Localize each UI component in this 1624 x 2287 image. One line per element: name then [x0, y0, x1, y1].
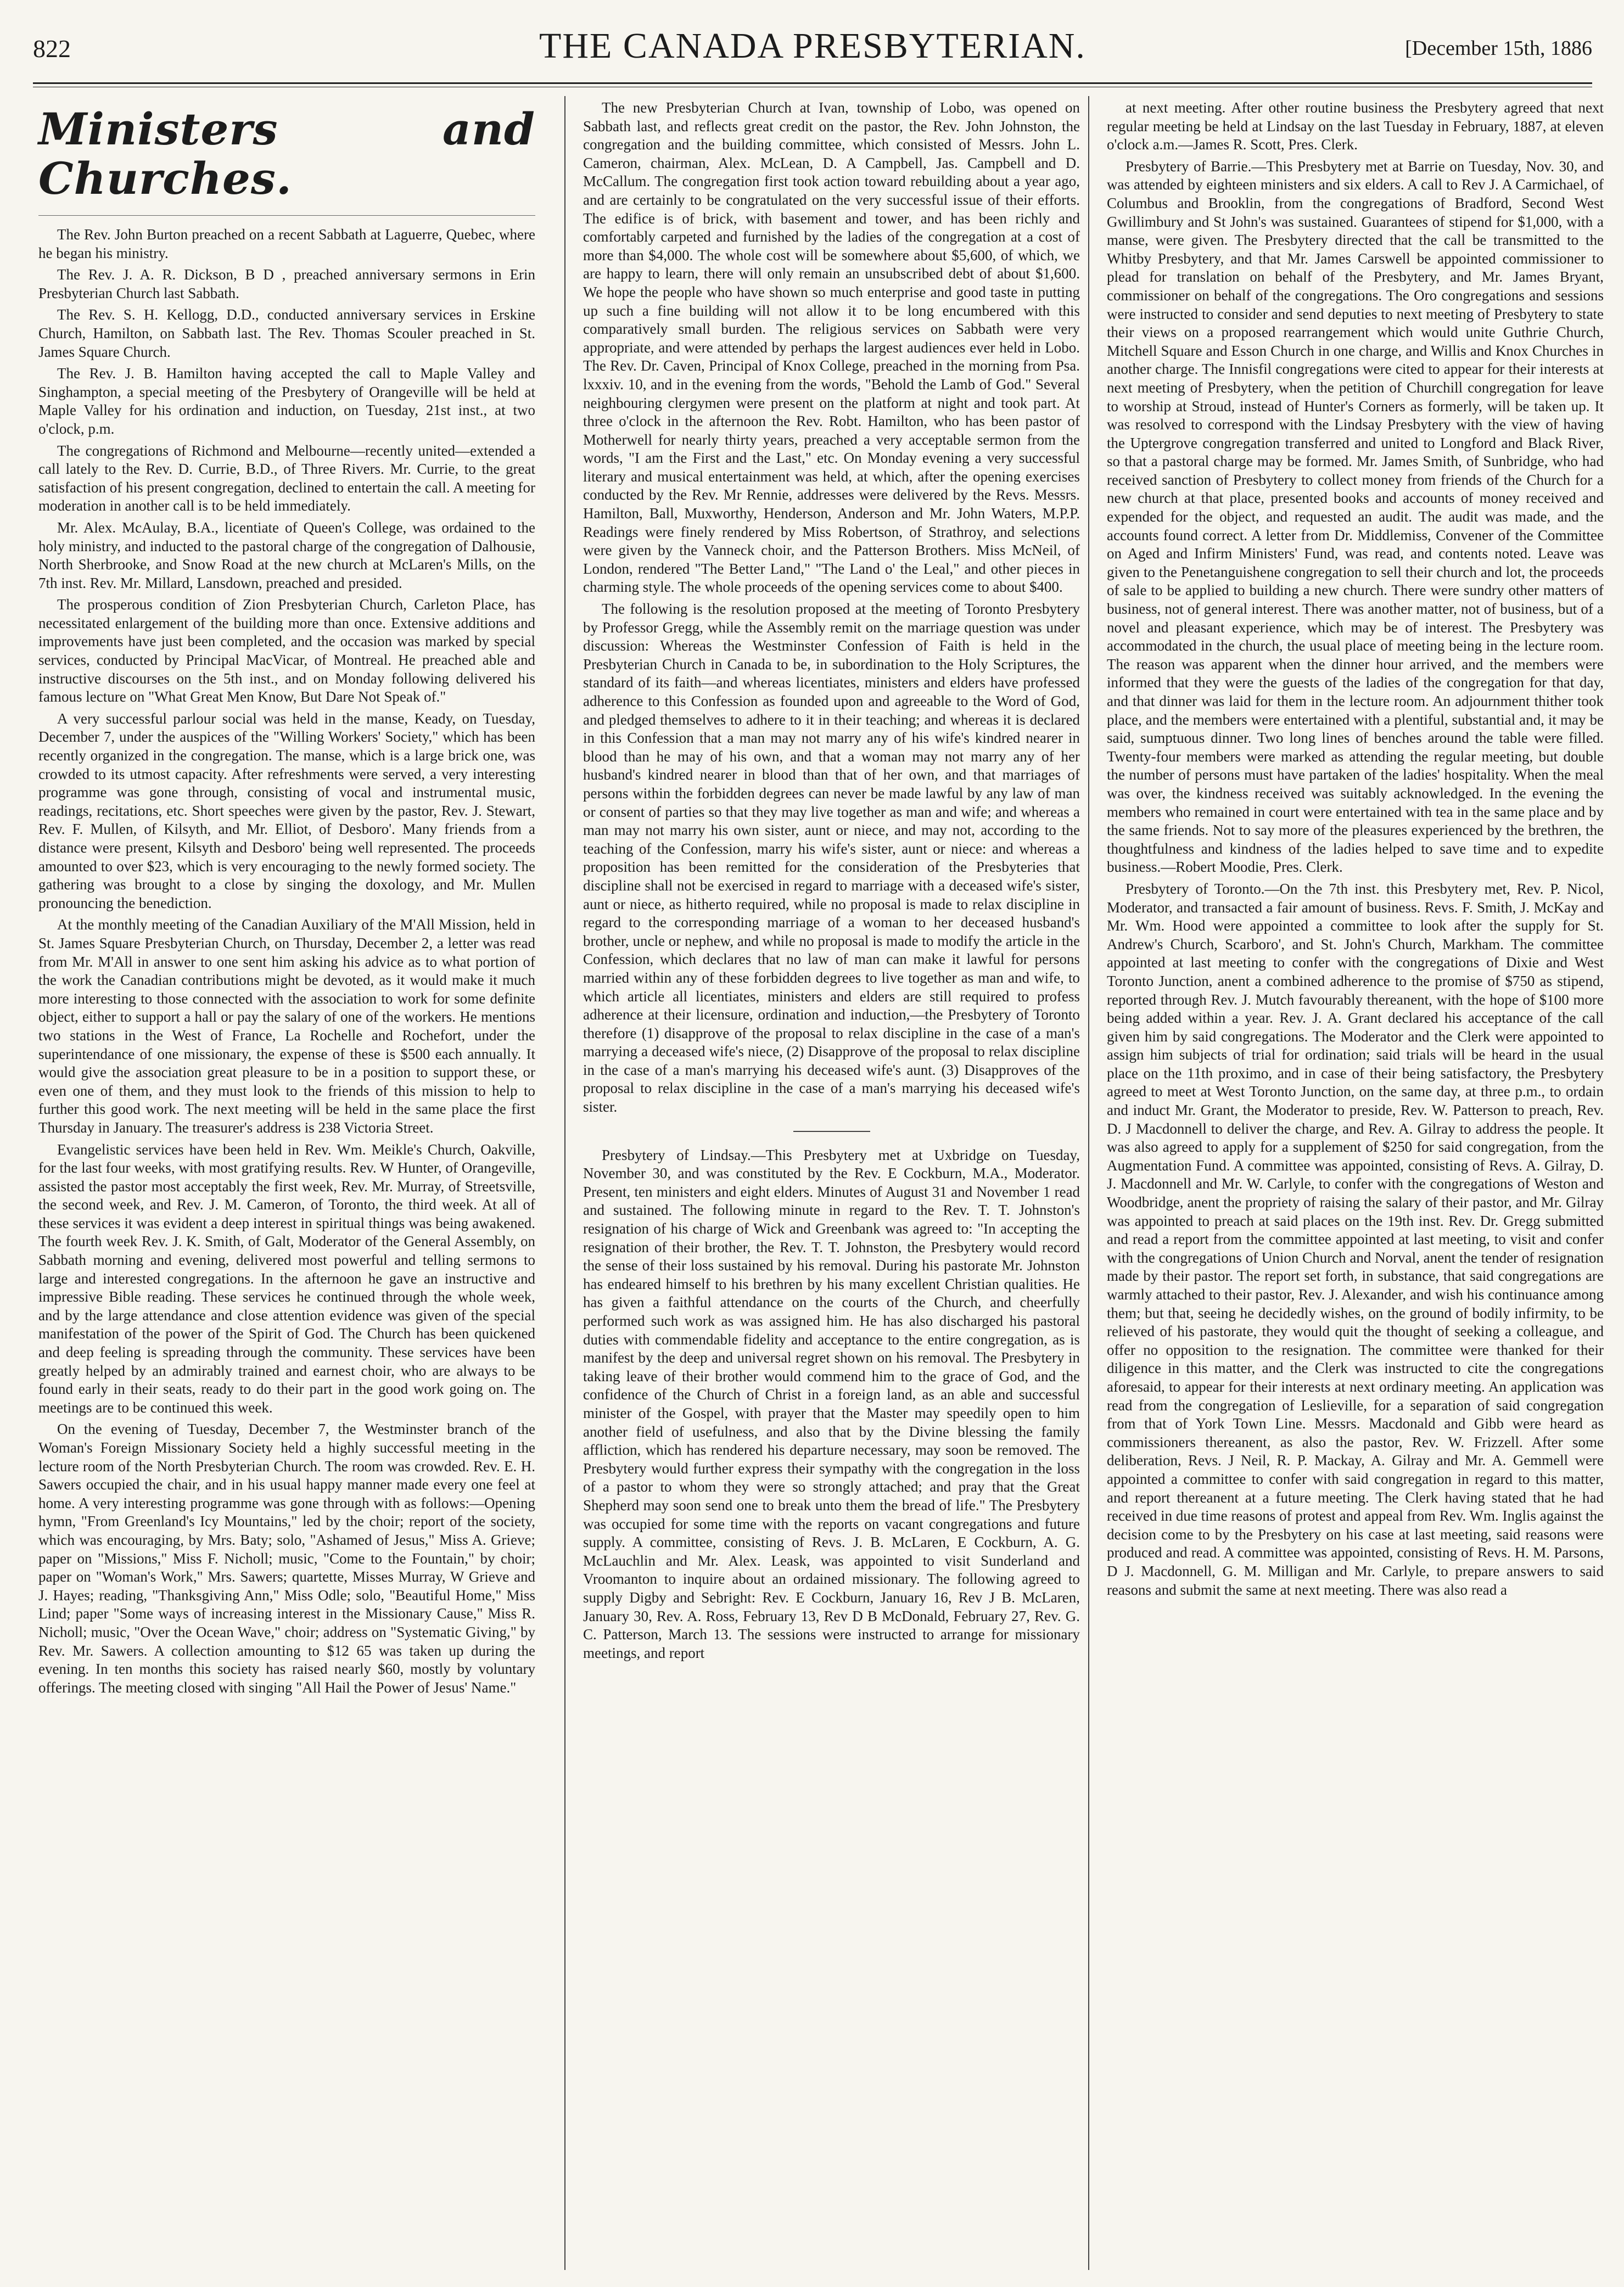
column-2 [583, 99, 1080, 1666]
article-paragraph: The prosperous condition of Zion Presbyterian Church, Carleton Place, has necessitated enlargement of the building more than once. Extensive additions and improvements have just been completed, and the occasion was marked by special services, conducted by Principal MacVicar, of Montreal. He preached able and instructive discourses on the 5th inst., and on Monday following delivered his famous lecture on "What Great Men Know, But Dare Not Speak of." [38, 596, 535, 705]
article-paragraph: At the monthly meeting of the Canadian Auxiliary of the M'All Mission, held in St. James Square Presbyterian Church, on Thursday, December 2, a letter was read from Mr. M'All in answer to one sent him asking his advice as to what portion of the work the Canadian contributions might be devoted, as it would make it much more interesting to those connected with the association to work for some definite object, either to support a hall or pay the salary of one of the workers. He mentions two stations in the West of France, La Rochelle and Rochefort, under the superintendance of one missionary, the expense of these is $500 each annually. It would give the association great pleasure to be in a position to support these, or even one of them, and they must look to the friends of this mission to help to further this good work. The next meeting will be held in the same place the first Thursday in January. The treasurer's address is 238 Victoria Street. [38, 916, 535, 1136]
column-divider-2 [1088, 96, 1089, 2270]
article-paragraph: Mr. Alex. McAulay, B.A., licentiate of Queen's College, was ordained to the holy ministry, and inducted to the pastoral charge of the congregation of Dalhousie, North Sherbrooke, and Snow Road at the new church at McLaren's Mills, on the 7th inst. Rev. Mr. Millard, Lansdown, preached and presided. [38, 519, 535, 591]
article-paragraph: Presbytery of Toronto.—On the 7th inst. this Presbytery met, Rev. P. Nicol, Moderator, and transacted a fair amount of business. Revs. F. Smith, J. McKay and Mr. Wm. Hood were appointed a committee to look after the supply for St. Andrew's Church, Scarboro', and St. John's Church, Markham. The committee appointed at last meeting to confer with the congregations of Dixie and West Toronto Junction, anent a combined adherence to the promise of $750 as stipend, reported through Rev. J. Mutch favourably thereanent, with the hope of $100 more being added within a year. Rev. J. A. Grant declared his acceptance of the call given him by said congregations. The Moderator and the Clerk were appointed to assign him subjects of trial for ordination; said trials will be heard in the usual place on the 11th proximo, and in case of their being satisfactory, the Presbytery agreed to meet at West Toronto Junction, on the same day, at three p.m., to ordain and induct Mr. Grant, the Moderator to preside, Rev. W. Patterson to preach, Rev. D. J Macdonnell to deliver the charge, and Rev. A. Gilray to address the people. It was also agreed to apply for a supplement of $250 for said congregation, from the Augmentation Fund. A committee was appointed, consisting of Revs. A. Gilray, D. J. Macdonnell and Mr. W. Carlyle, to confer with the congregations of Weston and Woodbridge, anent the propriety of raising the salary of their pastor, and Mr. Gilray was appointed to preach at said places on the 19th inst. Rev. Dr. Gregg submitted and read a report from the committee appointed at last meeting, to visit and confer with the congregations of Union Church and Norval, anent the tender of resignation made by their pastor. The report set forth, in substance, that said congregations are warmly attached to their pastor, Rev. J. Alexander, and wish his continuance among them; but that, seeing he decidedly wishes, on the ground of bodily infirmity, to be relieved of his pastorate, they would quit the thought of seeking a colleague, and offer no opposition to the resignation. The committee were thanked for their diligence in this matter, and the Clerk was instructed to cite the congregations aforesaid, to appear for their interests at next ordinary meeting. An application was read from the congregation of Leslieville, for a separation of said congregation from that of York Town Line. Messrs. Macdonald and Gibb were heard as commissioners thereanent, as also the pastor, Rev. W. Frizzell. After some deliberation, Revs. J Neil, R. P. Mackay, A. Gilray and Mr. A. Gemmell were appointed a committee to confer with said congregation in regard to this matter, and report thereanent at a future meeting. The Clerk having stated that he had received in due time reasons of protest and appeal from Rev. Wm. Inglis against the decision come to by the Presbytery on his case at last meeting, said reasons were produced and read. A committee was appointed, consisting of Revs. H. M. Parsons, D J. Macdonnell, G. M. Milligan and Mr. Carlyle, to prepare answers to said reasons and submit the same at next meeting. There was also read a [1107, 880, 1604, 1598]
article-paragraph: On the evening of Tuesday, December 7, the Westminster branch of the Woman's Foreign Missionary Society held a highly successful meeting in the lecture room of the North Presbyterian Church. The room was crowded. Rev. E. H. Sawers occupied the chair, and in his usual happy manner made every one feel at home. A very interesting programme was gone through with as follows:—Opening hymn, "From Greenland's Icy Mountains," led by the choir; report of the society, which was encouraging, by Mrs. Baty; solo, "Ashamed of Jesus," Miss A. Grieve; paper on "Missions," Miss F. Nicholl; music, "Come to the Fountain," by choir; paper on "Woman's Work," Mrs. Sawers; quartette, Misses Murray, W Grieve and J. Hayes; reading, "Thanksgiving Ann," Miss Odle; solo, "Beautiful Home," Miss Lind; paper "Some ways of increasing interest in the Missionary Cause," Miss R. Nicholl; music, "Over the Ocean Wave," choir; address on "Systematic Giving," by Rev. Mr. Sawers. A collection amounting to $12 65 was taken up during the evening. In ten months this society has raised nearly $60, mostly by voluntary offerings. The meeting closed with singing "All Hail the Power of Jesus' Name." [38, 1421, 535, 1696]
article-paragraph: The Rev. J. B. Hamilton having accepted the call to Maple Valley and Singhampton, a special meeting of the Presbytery of Orangeville will be held at Maple Valley for his ordination and induction, on Tuesday, 21st inst., at two o'clock, p.m. [38, 365, 535, 437]
title-rule [38, 215, 535, 216]
article-paragraph: Evangelistic services have been held in Rev. Wm. Meikle's Church, Oakville, for the last four weeks, with most gratifying results. Rev. W Hunter, of Orangeville, assisted the pastor most acceptably the first week, Rev. Mr. Murray, of Streetsville, the second week, and Rev. J. M. Cameron, of Toronto, the third week. At all of these services it was evident a deep interest in spiritual things was being awakened. The fourth week Rev. J. K. Smith, of Galt, Moderator of the General Assembly, on Sabbath morning and evening, delivered most powerful and telling sermons to large and interested congregations. In the afternoon he gave an instructive and impressive Bible reading. These services he continued through the whole week, and by the large attendance and close attention evidence was given of the special manifestation of the power of the Spirit of God. The Church has been quickened and deep feeling is spreading through the community. These services have been greatly helped by an admirably trained and earnest choir, who are always to be found early in their seats, ready to do their part in the good work going on. The meetings are to be continued this week. [38, 1141, 535, 1416]
article-paragraph: The congregations of Richmond and Melbourne—recently united—extended a call lately to the Rev. D. Currie, B.D., of Three Rivers. Mr. Currie, to the great satisfaction of his present congregation, declined to entertain the call. A meeting for moderation in another call is to be held immediately. [38, 442, 535, 514]
section-title: Ministers and Churches. [38, 103, 535, 204]
page-number: 822 [33, 35, 71, 63]
article-paragraph: at next meeting. After other routine business the Presbytery agreed that next regular meeting be held at Lindsay on the last Tuesday in February, 1887, at eleven o'clock a.m.—James R. Scott, Pres. Clerk. [1107, 99, 1604, 153]
article-paragraph: Presbytery of Barrie.—This Presbytery met at Barrie on Tuesday, Nov. 30, and was attended by eighteen ministers and six elders. A call to Rev J. A Carmichael, of Columbus and Brooklin, from the congregations of Bradford, Second West Gwillimbury and St John's was sustained. Guarantees of stipend for $1,000, with a manse, were given. The Presbytery directed that the call be transmitted to the Whitby Presbytery, and that Mr. James Carswell be appointed commissioner to plead for translation on behalf of the Presbytery, and Mr. James Bryant, commissioner on behalf of the congregations. The Oro congregations and sessions were instructed to consider and send deputies to next meeting of Presbytery to state their views on a proposed rearrangement which would unite Guthrie Church, Mitchell Square and Esson Church in one charge, and Willis and Knox Churches in another charge. The Innisfil congregations were cited to appear for their interests at next meeting of Presbytery, when the petition of Churchill congregation for leave to worship at Stroud, instead of Hunter's Corners as formerly, will be taken up. It was resolved to correspond with the Lindsay Presbytery with the view of having the Uptergrove congregation transferred and united to Longford and Black River, so that a pastoral charge may be formed. Mr. James Smith, of Sunbridge, who had received sanction of Presbytery to collect money from friends of the Church for a new church at that place, presented books and accounts of money received and expended for the object, and requested an audit. The audit was made, and the accounts found correct. A letter from Dr. Middlemiss, Convener of the Committee on Aged and Infirm Ministers' Fund, was read, and contents noted. Leave was given to the Penetanguishene congregation to sell their church and lot, the proceeds of sale to be applied to building a new church. There were sundry other matters of business, not of general interest. There was another matter, not of business, but of a novel and pleasant experience, which may be of interest. The Presbytery was accommodated in the church, the usual place of meeting being in the lecture room. The reason was apparent when the dinner hour arrived, and the members were informed that they were the guests of the ladies of the congregation for that day, and that dinner was laid for them in the lecture room. An adjournment thither took place, and the members were entertained with a plentiful, substantial and, it may be said, sumptuous dinner. Two long lines of benches around the table were filled. Twenty-four members were marked as attending the regular meeting, but double the number of persons must have partaken of the ladies' hospitality. When the meal was over, the kindness received was suitably acknowledged. In the evening the members who remained in court were entertained with tea in the same place and by the same friends. Not to say more of the pleasures experienced by the brethren, the thoughtfulness and kindness of the ladies helped to save time and to expedite business.—Robert Moodie, Pres. Clerk. [1107, 158, 1604, 876]
masthead-title: THE CANADA PRESBYTERIAN. [539, 26, 1086, 66]
article-paragraph: A very successful parlour social was held in the manse, Keady, on Tuesday, December 7, under the auspices of the "Willing Workers' Society," which has been recently organized in the congregation. The manse, which is a large brick one, was crowded to its utmost capacity. After refreshments were served, a very interesting programme was gone through, consisting of vocal and instrumental music, readings, recitations, etc. Short speeches were given by the pastor, Rev. J. Stewart, Rev. F. Mullen, of Kilsyth, and Mr. Elliot, of Desboro'. Many friends from a distance were present, Kilsyth and Desboro' being well represented. The proceeds amounted to over $23, which is very encouraging to the newly formed society. The gathering was brought to a close by singing the doxology, and Mr. Mullen pronouncing the benediction. [38, 710, 535, 911]
column-1 [38, 99, 535, 1700]
article-paragraph: The Rev. J. A. R. Dickson, B D , preached anniversary sermons in Erin Presbyterian Church last Sabbath. [38, 266, 535, 301]
page-header [33, 22, 1592, 77]
column-divider-1 [564, 96, 565, 2270]
article-paragraph: The Rev. S. H. Kellogg, D.D., conducted anniversary services in Erskine Church, Hamilton, on Sabbath last. The Rev. Thomas Scouler preached in St. James Square Church. [38, 306, 535, 360]
article-paragraph: The following is the resolution proposed at the meeting of Toronto Presbytery by Professor Gregg, while the Assembly remit on the marriage question was under discussion: Whereas the Westminster Confession of Faith is held in the Presbyterian Church in Canada to be, in subordination to the Holy Scriptures, the standard of its faith—and whereas licentiates, ministers and elders have professed adherence to this Confession as founded upon and agreeable to the Word of God, and pledged themselves to adhere to it in their teaching; and whereas it is declared in this Confession that a man may not marry any of his wife's kindred nearer in blood than he may of his own, and that a woman may not marry any of her husband's kindred nearer in blood than that of her own, and that marriages of persons within the forbidden degrees can never be made lawful by any law of man or consent of parties so that they may live together as man and wife; and whereas a man may not marry his own sister, aunt or niece, and may not, according to the teaching of the Confession, marry his wife's sister, aunt or niece: and whereas a proposition has been remitted for the consideration of the Presbyteries that discipline shall not be exercised in regard to marriage with a deceased wife's sister, aunt or niece, as hitherto required, while no proposal is made to relax discipline in regard to the corresponding marriage of a woman to her deceased husband's brother, uncle or nephew, and while no proposal is made to modify the article in the Confession, which declares that no law of man can make it lawful for persons married within any of these forbidden degrees to live together as man and wife, to which article all licentiates, ministers and elders are still required to profess adherence at their licensure, ordination and induction,—the Presbytery of Toronto therefore (1) disapprove of the proposal to relax discipline in the case of a man's marrying a deceased wife's niece, (2) Disapprove of the proposal to relax discipline in the case of a man's marrying his deceased wife's aunt. (3) Disapproves of the proposal to relax discipline in the case of a man's marrying his deceased wife's sister. [583, 601, 1080, 1116]
article-paragraph: The Rev. John Burton preached on a recent Sabbath at Laguerre, Quebec, where he began his ministry. [38, 226, 535, 261]
article-paragraph: The new Presbyterian Church at Ivan, township of Lobo, was opened on Sabbath last, and reflects great credit on the pastor, the Rev. John Johnston, the congregation and the building committee, which consisted of Messrs. John L. Cameron, chairman, Alex. McLean, D. A Campbell, Jas. Campbell and D. McCallum. The congregation first took action toward rebuilding about a year ago, and are certainly to be congratulated on the very successful issue of their efforts. The edifice is of brick, with basement and tower, and has been richly and comfortably carpeted and furnished by the ladies of the congregation at a cost of more than $4,000. The whole cost will be somewhere about $5,600, of which, we are happy to learn, there will only remain an unsubscribed debt of about $1,600. We hope the people who have shown so much enterprise and good taste in putting up such a fine building will not allow it to be long encumbered with this comparatively small burden. The religious services on Sabbath were very appropriate, and were attended by perhaps the largest audiences ever held in Lobo. The Rev. Dr. Caven, Principal of Knox College, preached in the morning from Psa. lxxxiv. 10, and in the evening from the words, "Behold the Lamb of God." Several neighbouring clergymen were present on the platform at night and took part. At three o'clock in the afternoon the Rev. Robt. Hamilton, who has been pastor of Motherwell for nearly thirty years, preached a very acceptable sermon from the words, "I am the First and the Last," etc. On Monday evening a very successful literary and musical entertainment was held, at which, after the opening exercises conducted by the Rev. Mr Rennie, addresses were delivered by the Revs. Messrs. Hamilton, Ball, Muxworthy, Henderson, Anderson and Mr. John Waters, M.P.P. Readings were finely rendered by Miss Robertson, of Strathroy, and selections were given by the Vanneck choir, and the Patterson Brothers. Miss McNeil, of London, rendered "The Better Land," "The Land o' the Leal," and other pieces in charming style. The whole proceeds of the opening services come to about $400. [583, 99, 1080, 596]
column-3 [1107, 99, 1604, 1602]
article-paragraph: Presbytery of Lindsay.—This Presbytery met at Uxbridge on Tuesday, November 30, and was constituted by the Rev. E Cockburn, M.A., Moderator. Present, ten ministers and eight elders. Minutes of August 31 and November 1 read and sustained. The following minute in regard to the Rev. T. T. Johnston's resignation of his charge of Wick and Greenbank was agreed to: "In accepting the resignation of their brother, the Rev. T. T. Johnston, the Presbytery would record the sense of their loss sustained by his removal. During his pastorate Mr. Johnston has endeared himself to his brethren by his many excellent Christian qualities. He has given a faithful attendance on the courts of the Church, and cheerfully performed such work as was assigned him. He has also discharged his pastoral duties with commendable fidelity and acceptance to the entire congregation, as is manifest by the deep and universal regret shown on his removal. The Presbytery in taking leave of their brother would commend him to the grace of God, and the confidence of the Church of Christ in a foreign land, as an able and successful minister of the Gospel, with prayer that the Master may speedily open to him another field of usefulness, and also that by the Divine blessing the family affliction, which has rendered his departure necessary, may soon be removed. The Presbytery would further express their sympathy with the congregation in the loss of a pastor to whom they were so strongly attached; and pray that the Great Shepherd may soon send one to break unto them the bread of life." The Presbytery was occupied for some time with the reports on vacant congregations and future supply. A committee, consisting of Revs. J. B. McLaren, E Cockburn, A. G. McLauchlin and Mr. Alex. Leask, was appointed to visit Sunderland and Vroomanton to inquire about an ordained missionary. The following agreed to supply Digby and Sebright: Rev. E Cockburn, January 16, Rev J B. McLaren, January 30, Rev. A. Ross, February 13, Rev D B McDonald, February 27, Rev. G. C. Patterson, March 13. The sessions were instructed to arrange for missionary meetings, and report [583, 1146, 1080, 1661]
article-separator [793, 1131, 870, 1132]
issue-date: [December 15th, 1886 [1405, 37, 1592, 60]
header-rule [33, 82, 1592, 84]
